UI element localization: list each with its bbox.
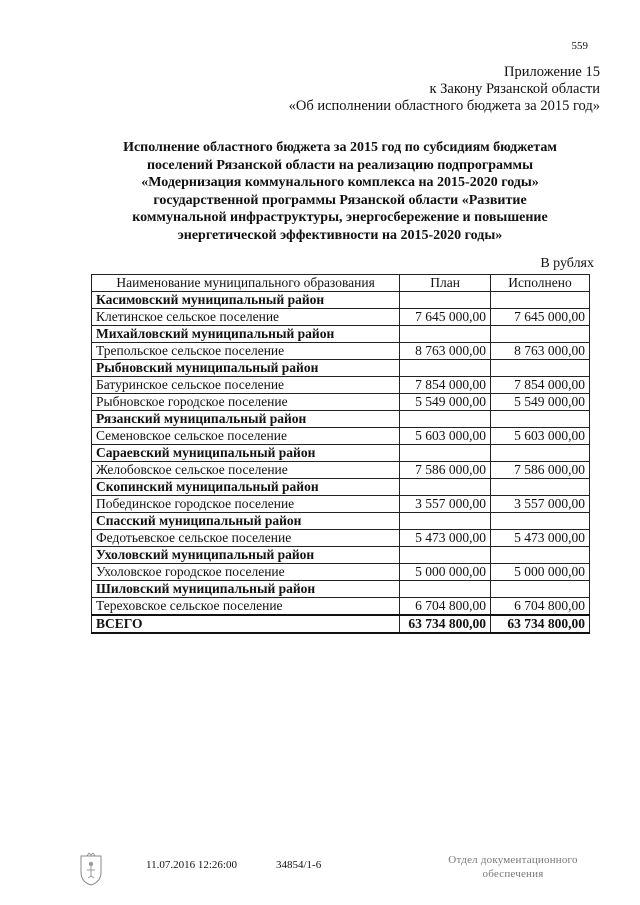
plan-value: 8 763 000,00 <box>400 343 491 360</box>
total-plan: 63 734 800,00 <box>400 615 491 633</box>
plan-value <box>400 445 491 462</box>
done-value: 7 854 000,00 <box>491 377 590 394</box>
district-row <box>92 411 590 428</box>
table-row <box>92 309 590 326</box>
district-name: Скопинский муниципальный район <box>92 479 400 496</box>
done-value <box>491 326 590 343</box>
plan-value <box>400 292 491 309</box>
ryazan-coat-of-arms-icon <box>78 852 104 886</box>
district-row <box>92 445 590 462</box>
header-name: Наименование муниципального образования <box>92 275 400 292</box>
done-value: 5 473 000,00 <box>491 530 590 547</box>
page-number: 559 <box>571 40 588 52</box>
plan-value <box>400 581 491 598</box>
done-value: 6 704 800,00 <box>491 598 590 616</box>
settlement-name: Побединское городское поселение <box>92 496 400 513</box>
done-value: 3 557 000,00 <box>491 496 590 513</box>
district-name: Спасский муниципальный район <box>92 513 400 530</box>
stamp-line-2: обеспечения <box>482 868 544 880</box>
district-row <box>92 547 590 564</box>
done-value <box>491 547 590 564</box>
done-value: 5 000 000,00 <box>491 564 590 581</box>
settlement-name: Клетинское сельское поселение <box>92 309 400 326</box>
stamp-line-1: Отдел документационного <box>448 854 578 866</box>
district-name: Сараевский муниципальный район <box>92 445 400 462</box>
district-row <box>92 479 590 496</box>
plan-value: 5 000 000,00 <box>400 564 491 581</box>
settlement-name: Рыбновское городское поселение <box>92 394 400 411</box>
units-label: В рублях <box>540 256 594 271</box>
table-row <box>92 496 590 513</box>
appendix-line-2: к Закону Рязанской области <box>429 81 600 97</box>
done-value <box>491 445 590 462</box>
settlement-name: Желобовское сельское поселение <box>92 462 400 479</box>
district-row <box>92 326 590 343</box>
title-line-5: коммунальной инфраструктуры, энергосбережение и повышение <box>132 210 548 225</box>
table-row <box>92 598 590 616</box>
plan-value: 6 704 800,00 <box>400 598 491 616</box>
plan-value <box>400 360 491 377</box>
table-row <box>92 462 590 479</box>
footer-doc-number: 34854/1-6 <box>276 859 322 871</box>
done-value: 7 586 000,00 <box>491 462 590 479</box>
settlement-name: Тереховское сельское поселение <box>92 598 400 616</box>
appendix-line-3: «Об исполнении областного бюджета за 2015 год» <box>288 98 600 114</box>
district-name: Шиловский муниципальный район <box>92 581 400 598</box>
plan-value <box>400 513 491 530</box>
done-value: 7 645 000,00 <box>491 309 590 326</box>
district-name: Рыбновский муниципальный район <box>92 360 400 377</box>
footer-date: 11.07.2016 12:26:00 <box>146 859 237 871</box>
district-name: Ухоловский муниципальный район <box>92 547 400 564</box>
plan-value: 7 854 000,00 <box>400 377 491 394</box>
plan-value: 5 473 000,00 <box>400 530 491 547</box>
plan-value: 3 557 000,00 <box>400 496 491 513</box>
settlement-name: Федотьевское сельское поселение <box>92 530 400 547</box>
table-row <box>92 377 590 394</box>
table-row <box>92 343 590 360</box>
title-line-6: энергетической эффективности на 2015-2020 годы» <box>177 227 503 243</box>
title-line-4: государственной программы Рязанской области «Развитие <box>153 192 527 208</box>
title-line-1: Исполнение областного бюджета за 2015 год по субсидиям бюджетам <box>123 140 557 155</box>
settlement-name: Ухоловское городское поселение <box>92 564 400 581</box>
done-value <box>491 360 590 377</box>
settlement-name: Семеновское сельское поселение <box>92 428 400 445</box>
plan-value <box>400 411 491 428</box>
done-value <box>491 581 590 598</box>
total-row <box>92 615 590 633</box>
table-header-row <box>92 275 590 292</box>
title-line-3: «Модернизация коммунального комплекса на 2015-2020 годы» <box>141 175 539 190</box>
district-row <box>92 513 590 530</box>
district-name: Михайловский муниципальный район <box>92 326 400 343</box>
done-value <box>491 411 590 428</box>
settlement-name: Батуринское сельское поселение <box>92 377 400 394</box>
done-value <box>491 479 590 496</box>
done-value: 5 549 000,00 <box>491 394 590 411</box>
total-label: ВСЕГО <box>92 615 400 633</box>
plan-value <box>400 326 491 343</box>
title-line-2: поселений Рязанской области на реализацию подпрограммы <box>146 157 534 173</box>
appendix-header <box>289 64 600 115</box>
district-name: Касимовский муниципальный район <box>92 292 400 309</box>
done-value <box>491 513 590 530</box>
plan-value <box>400 479 491 496</box>
table-row <box>92 394 590 411</box>
done-value <box>491 292 590 309</box>
table-body <box>92 292 590 634</box>
plan-value: 7 586 000,00 <box>400 462 491 479</box>
header-plan: План <box>400 275 491 292</box>
budget-table <box>91 274 590 634</box>
header-done: Исполнено <box>491 275 590 292</box>
district-row <box>92 292 590 309</box>
total-done: 63 734 800,00 <box>491 615 590 633</box>
district-row <box>92 581 590 598</box>
done-value: 8 763 000,00 <box>491 343 590 360</box>
district-name: Рязанский муниципальный район <box>92 411 400 428</box>
done-value: 5 603 000,00 <box>491 428 590 445</box>
plan-value <box>400 547 491 564</box>
plan-value: 5 549 000,00 <box>400 394 491 411</box>
table-row <box>92 564 590 581</box>
plan-value: 5 603 000,00 <box>400 428 491 445</box>
table-row <box>92 428 590 445</box>
registration-stamp <box>428 853 598 881</box>
settlement-name: Трепольское сельское поселение <box>92 343 400 360</box>
plan-value: 7 645 000,00 <box>400 309 491 326</box>
table-row <box>92 530 590 547</box>
district-row <box>92 360 590 377</box>
appendix-line-1: Приложение 15 <box>504 64 600 80</box>
document-title <box>90 139 590 244</box>
